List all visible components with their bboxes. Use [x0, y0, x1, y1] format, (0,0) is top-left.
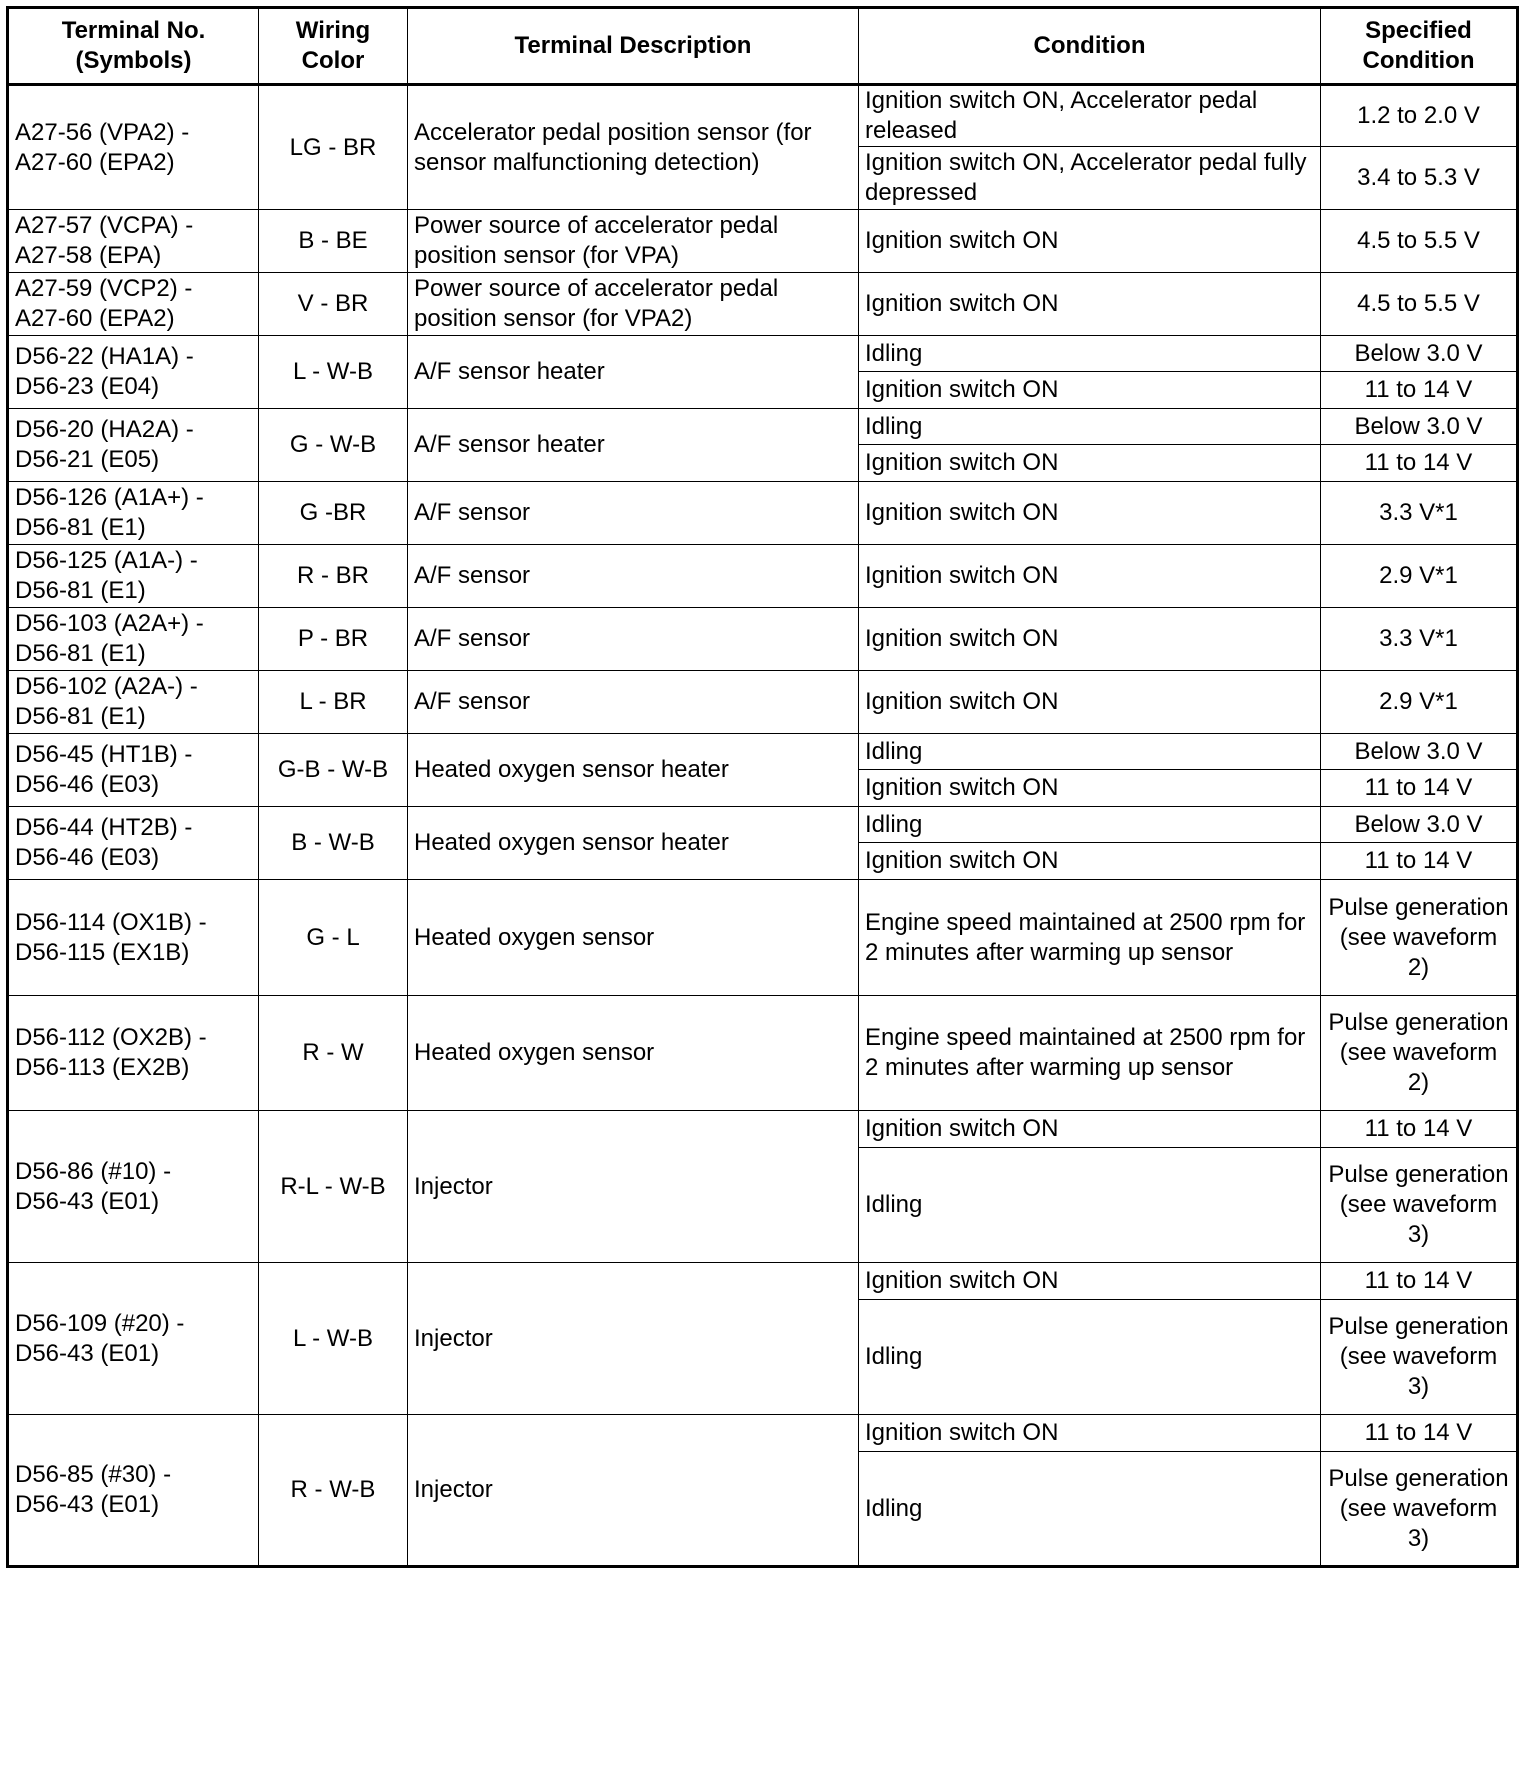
table-row — [8, 273, 1518, 336]
terminal-line: D56-86 (#10) - — [15, 1157, 172, 1185]
table-row — [8, 85, 1518, 147]
specified-condition: 11 to 14 V — [1321, 1263, 1518, 1300]
terminal-line: A27-60 (EPA2) — [15, 305, 175, 332]
wiring-color: G - W-B — [259, 409, 408, 482]
terminal-number — [8, 1111, 259, 1263]
condition: Ignition switch ON — [859, 770, 1321, 807]
wiring-color: LG - BR — [259, 85, 408, 210]
header-terminal: Terminal No. (Symbols) — [8, 8, 259, 85]
table-row — [8, 608, 1518, 671]
terminal-line: D56-112 (OX2B) - — [15, 1024, 207, 1051]
terminal-description: Power source of accelerator pedal position sensor (for VPA2) — [408, 273, 859, 336]
terminal-description: Heated oxygen sensor heater — [408, 807, 859, 880]
terminal-number — [8, 608, 259, 671]
specified-condition: 11 to 14 V — [1321, 372, 1518, 409]
terminal-line: D56-125 (A1A-) - — [15, 547, 198, 574]
condition: Ignition switch ON — [859, 273, 1321, 336]
terminal-number — [8, 671, 259, 734]
terminal-line: A27-58 (EPA) — [15, 242, 162, 269]
terminal-description: Heated oxygen sensor — [408, 880, 859, 996]
header-specified-condition: Specified Condition — [1321, 8, 1518, 85]
table-row — [8, 807, 1518, 843]
terminal-description: Heated oxygen sensor heater — [408, 734, 859, 807]
terminal-number — [8, 996, 259, 1111]
terminal-line: A27-60 (EPA2) — [15, 148, 175, 176]
condition: Ignition switch ON — [859, 1415, 1321, 1452]
table-row — [8, 1111, 1518, 1148]
terminal-number — [8, 210, 259, 273]
terminal-line: D56-126 (A1A+) - — [15, 484, 204, 511]
wiring-color: R - BR — [259, 545, 408, 608]
terminal-line: D56-81 (E1) — [15, 577, 146, 604]
specified-condition: Below 3.0 V — [1321, 336, 1518, 372]
terminal-line: D56-20 (HA2A) - — [15, 416, 194, 443]
terminal-number — [8, 1415, 259, 1567]
wiring-color: G - L — [259, 880, 408, 996]
wiring-color: L - W-B — [259, 1263, 408, 1415]
specified-condition: 3.3 V*1 — [1321, 608, 1518, 671]
wiring-color: R-L - W-B — [259, 1111, 408, 1263]
terminal-description: Power source of accelerator pedal position sensor (for VPA) — [408, 210, 859, 273]
table-row — [8, 996, 1518, 1111]
condition: Ignition switch ON — [859, 372, 1321, 409]
specified-condition: Pulse generation (see waveform 2) — [1321, 880, 1518, 996]
condition: Ignition switch ON — [859, 843, 1321, 880]
header-condition: Condition — [859, 8, 1321, 85]
terminal-line: D56-46 (E03) — [15, 771, 160, 798]
terminal-number — [8, 409, 259, 482]
table-body — [8, 85, 1518, 1567]
condition: Idling — [859, 409, 1321, 445]
table-row — [8, 880, 1518, 996]
terminal-number — [8, 880, 259, 996]
condition: Engine speed maintained at 2500 rpm for 2 minutes after warming up sensor — [859, 996, 1321, 1111]
terminal-line: D56-81 (E1) — [15, 514, 146, 541]
specified-condition: 11 to 14 V — [1321, 843, 1518, 880]
terminal-description: A/F sensor — [408, 482, 859, 545]
wiring-color: B - BE — [259, 210, 408, 273]
condition: Ignition switch ON — [859, 210, 1321, 273]
specified-condition: Below 3.0 V — [1321, 807, 1518, 843]
terminal-line: D56-115 (EX1B) — [15, 938, 190, 966]
terminal-description: A/F sensor — [408, 608, 859, 671]
terminal-line: D56-44 (HT2B) - — [15, 814, 193, 841]
terminal-line: D56-21 (E05) — [15, 446, 160, 473]
terminal-line: A27-57 (VCPA) - — [15, 212, 194, 239]
condition: Ignition switch ON — [859, 1111, 1321, 1148]
wiring-color: V - BR — [259, 273, 408, 336]
condition: Engine speed maintained at 2500 rpm for 2 minutes after warming up sensor — [859, 880, 1321, 996]
terminal-line: D56-85 (#30) - — [15, 1461, 172, 1488]
condition: Ignition switch ON — [859, 671, 1321, 734]
terminal-description: Injector — [408, 1415, 859, 1567]
wiring-color: R - W-B — [259, 1415, 408, 1567]
terminal-line: D56-46 (E03) — [15, 844, 160, 871]
terminal-line: D56-23 (E04) — [15, 373, 160, 400]
specified-condition: Pulse generation (see waveform 3) — [1321, 1300, 1518, 1415]
terminal-number — [8, 807, 259, 880]
specified-condition: 1.2 to 2.0 V — [1321, 85, 1518, 147]
terminal-line: D56-102 (A2A-) - — [15, 673, 198, 700]
terminal-number — [8, 336, 259, 409]
terminal-description: A/F sensor — [408, 671, 859, 734]
condition: Ignition switch ON — [859, 608, 1321, 671]
document-page — [6, 6, 1516, 1568]
specified-condition: 11 to 14 V — [1321, 1111, 1518, 1148]
specified-condition: 3.4 to 5.3 V — [1321, 147, 1518, 210]
terminal-line: D56-43 (E01) — [15, 1339, 160, 1367]
condition: Idling — [859, 1452, 1321, 1567]
wiring-color: G-B - W-B — [259, 734, 408, 807]
terminal-number — [8, 482, 259, 545]
table-row — [8, 336, 1518, 372]
condition: Idling — [859, 336, 1321, 372]
terminal-line: D56-109 (#20) - — [15, 1309, 185, 1337]
terminal-number — [8, 273, 259, 336]
table-row — [8, 482, 1518, 545]
table-row — [8, 409, 1518, 445]
terminal-number — [8, 1263, 259, 1415]
condition: Idling — [859, 807, 1321, 843]
wiring-color: L - W-B — [259, 336, 408, 409]
condition: Ignition switch ON — [859, 482, 1321, 545]
terminal-line: D56-103 (A2A+) - — [15, 610, 204, 637]
terminal-number — [8, 85, 259, 210]
terminal-line: D56-43 (E01) — [15, 1187, 160, 1215]
terminal-description: Injector — [408, 1111, 859, 1263]
specified-condition: 11 to 14 V — [1321, 1415, 1518, 1452]
table-row — [8, 671, 1518, 734]
condition: Idling — [859, 1148, 1321, 1263]
terminal-description: Injector — [408, 1263, 859, 1415]
wiring-color: R - W — [259, 996, 408, 1111]
specified-condition: Below 3.0 V — [1321, 409, 1518, 445]
terminal-number — [8, 545, 259, 608]
header-wiring-color: Wiring Color — [259, 8, 408, 85]
condition: Ignition switch ON — [859, 545, 1321, 608]
condition: Ignition switch ON — [859, 1263, 1321, 1300]
specified-condition: 11 to 14 V — [1321, 770, 1518, 807]
table-row — [8, 1263, 1518, 1300]
terminal-line: D56-114 (OX1B) - — [15, 908, 207, 936]
specified-condition: 4.5 to 5.5 V — [1321, 273, 1518, 336]
table-row — [8, 734, 1518, 770]
terminal-spec-table — [6, 6, 1519, 1568]
table-row — [8, 210, 1518, 273]
table-header-row — [8, 8, 1518, 85]
terminal-description: A/F sensor — [408, 545, 859, 608]
condition: Ignition switch ON, Accelerator pedal released — [859, 85, 1321, 147]
specified-condition: 11 to 14 V — [1321, 445, 1518, 482]
condition: Ignition switch ON — [859, 445, 1321, 482]
table-row — [8, 1415, 1518, 1452]
terminal-line: D56-45 (HT1B) - — [15, 741, 193, 768]
specified-condition: 2.9 V*1 — [1321, 545, 1518, 608]
terminal-description: A/F sensor heater — [408, 336, 859, 409]
terminal-line: A27-59 (VCP2) - — [15, 275, 193, 302]
specified-condition: Below 3.0 V — [1321, 734, 1518, 770]
specified-condition: 2.9 V*1 — [1321, 671, 1518, 734]
terminal-number — [8, 734, 259, 807]
header-terminal-description: Terminal Description — [408, 8, 859, 85]
condition: Idling — [859, 734, 1321, 770]
terminal-line: D56-81 (E1) — [15, 703, 146, 730]
table-row — [8, 545, 1518, 608]
terminal-line: D56-81 (E1) — [15, 640, 146, 667]
terminal-line: A27-56 (VPA2) - — [15, 118, 190, 146]
terminal-line: D56-113 (EX2B) — [15, 1054, 190, 1081]
specified-condition: Pulse generation (see waveform 3) — [1321, 1452, 1518, 1567]
condition: Ignition switch ON, Accelerator pedal fully depressed — [859, 147, 1321, 210]
terminal-description: Heated oxygen sensor — [408, 996, 859, 1111]
terminal-description: A/F sensor heater — [408, 409, 859, 482]
wiring-color: P - BR — [259, 608, 408, 671]
specified-condition: 4.5 to 5.5 V — [1321, 210, 1518, 273]
specified-condition: Pulse generation (see waveform 3) — [1321, 1148, 1518, 1263]
condition: Idling — [859, 1300, 1321, 1415]
terminal-description: Accelerator pedal position sensor (for sensor malfunctioning detection) — [408, 85, 859, 210]
wiring-color: G -BR — [259, 482, 408, 545]
terminal-line: D56-43 (E01) — [15, 1491, 160, 1518]
specified-condition: 3.3 V*1 — [1321, 482, 1518, 545]
wiring-color: L - BR — [259, 671, 408, 734]
wiring-color: B - W-B — [259, 807, 408, 880]
specified-condition: Pulse generation (see waveform 2) — [1321, 996, 1518, 1111]
terminal-line: D56-22 (HA1A) - — [15, 343, 194, 370]
